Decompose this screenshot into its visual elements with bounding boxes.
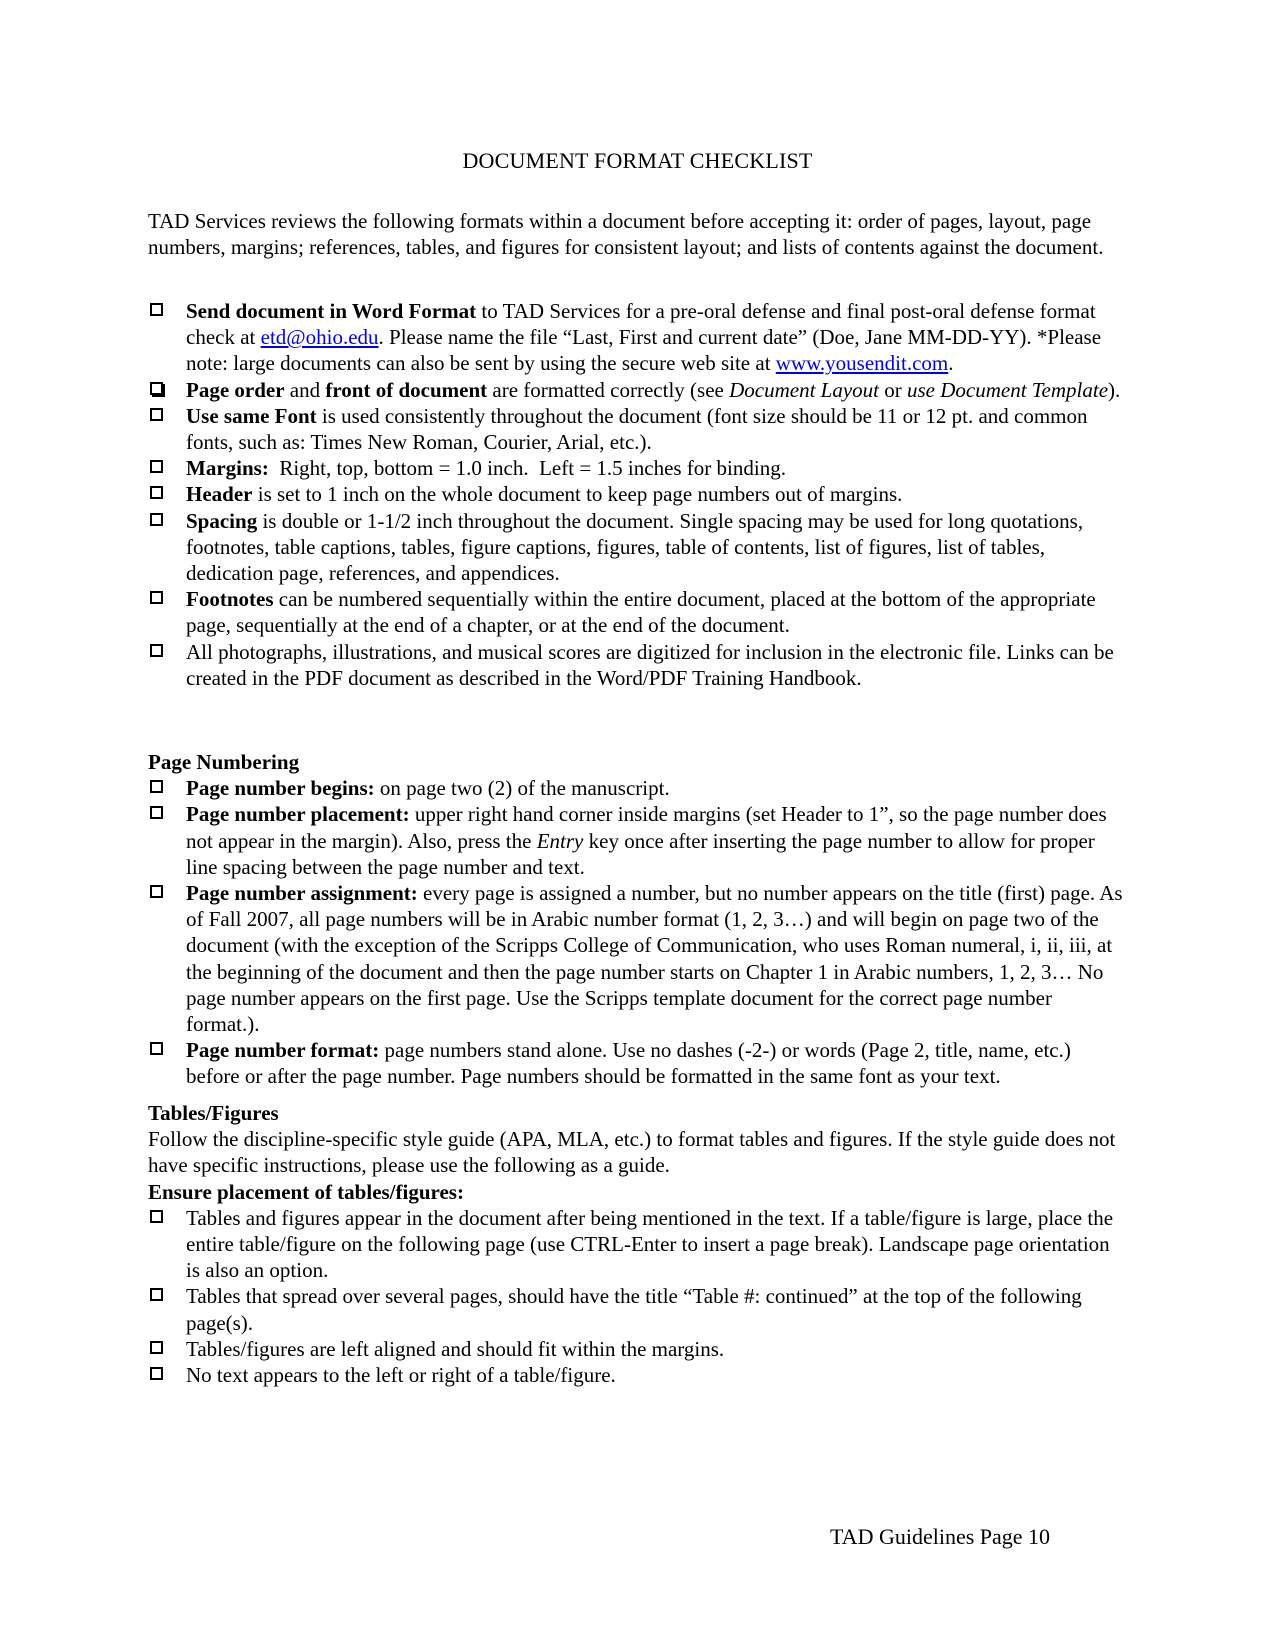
checkbox-icon[interactable] (150, 408, 163, 421)
section-heading: Page Numbering (148, 750, 300, 774)
section-intro: Follow the discipline-specific style guide (APA, MLA, etc.) to format tables and figures. If the style guide does not have specific instructions, please use the following as a guide. (148, 1127, 1116, 1178)
checklist-item: Margins: Right, top, bottom = 1.0 inch. Left = 1.5 inches for binding. (148, 455, 1128, 481)
page-footer: TAD Guidelines Page 10 (830, 1524, 1051, 1549)
tables-figures-section (148, 1100, 1128, 1388)
checklist-item: Spacing is double or 1-1/2 inch throughout the document. Single spacing may be used for long quotations, footnotes, table captions, tables, figure captions, figures, table of contents, list of figures, list of tables, dedication page, references, and appendices. (148, 508, 1128, 587)
checkbox-icon[interactable] (150, 1341, 163, 1354)
checklist-item: Tables/figures are left aligned and should fit within the margins. (148, 1336, 1128, 1362)
email-link[interactable]: etd@ohio.edu (260, 325, 379, 350)
checklist-item: Page number placement: upper right hand corner inside margins (set Header to 1”, so the page number does not appear in the margin). Also, press the Entry key once after inserting the page number to allow for proper line spacing between the page number and text. (148, 801, 1128, 880)
checklist-item: Footnotes can be numbered sequentially within the entire document, placed at the bottom of the appropriate page, sequentially at the end of a chapter, or at the end of the document. (148, 586, 1128, 638)
checkbox-icon[interactable] (150, 486, 163, 499)
checklist-item: Use same Font is used consistently throughout the document (font size should be 11 or 12 pt. and common fonts, such as: Times New Roman, Courier, Arial, etc.). (148, 403, 1128, 455)
checklist-item: Page number assignment: every page is assigned a number, but no number appears on the title (first) page. As of Fall 2007, all page numbers will be in Arabic number format (1, 2, 3…) and will begin on page two of the document (with the exception of the Scripps College of Communication, who uses Roman numeral, i, ii, iii, at the beginning of the document and then the page number starts on Chapter 1 in Arabic numbers, 1, 2, 3… No page number appears on the first page. Use the Scripps template document for the correct page number format.). (148, 880, 1128, 1037)
checkbox-icon[interactable] (150, 644, 163, 657)
checklist-item: No text appears to the left or right of a table/figure. (148, 1362, 1128, 1388)
checkbox-icon[interactable] (150, 513, 163, 526)
page-title: DOCUMENT FORMAT CHECKLIST (462, 148, 813, 173)
checkbox-icon[interactable] (150, 1367, 163, 1380)
checklist-item: Tables and figures appear in the document after being mentioned in the text. If a table/figure is large, place the entire table/figure on the following page (use CTRL-Enter to insert a page break). Landscape page orientation is also an option. (148, 1205, 1128, 1284)
page-numbering-section (148, 749, 1128, 1090)
checklist-item: Page order and front of document are formatted correctly (see Document Layout or use Document Template). (148, 377, 1128, 403)
checklist-item: All photographs, illustrations, and musical scores are digitized for inclusion in the electronic file. Links can be created in the PDF document as described in the Word/PDF Training Handbook. (148, 639, 1128, 691)
yousendit-link[interactable]: www.yousendit.com (775, 351, 949, 376)
checkbox-icon[interactable] (150, 460, 163, 473)
checkbox-icon[interactable] (150, 382, 163, 395)
checkbox-icon[interactable] (150, 885, 163, 898)
checkbox-icon[interactable] (150, 1042, 163, 1055)
checklist-item: Tables that spread over several pages, should have the title “Table #: continued” at the top of the following page(s). (148, 1283, 1128, 1335)
section-subheading: Ensure placement of tables/figures: (148, 1179, 464, 1204)
checkbox-icon[interactable] (150, 780, 163, 793)
checkbox-icon[interactable] (150, 1210, 163, 1223)
checkbox-icon[interactable] (150, 1288, 163, 1301)
checkbox-icon[interactable] (150, 806, 163, 819)
checklist-item: Header is set to 1 inch on the whole document to keep page numbers out of margins. (148, 481, 1128, 507)
checkbox-icon[interactable] (150, 303, 163, 316)
format-checklist (148, 298, 1128, 691)
section-heading: Tables/Figures (148, 1101, 279, 1125)
intro-paragraph: TAD Services reviews the following formats within a document before accepting it: order of pages, layout, page numbers, margins; references, tables, and figures for consistent layout; and lists of contents against the document. (148, 209, 1104, 260)
checklist-item: Page number format: page numbers stand alone. Use no dashes (-2-) or words (Page 2, title, name, etc.) before or after the page number. Page numbers should be formatted in the same font as your text. (148, 1037, 1128, 1089)
checkbox-icon[interactable] (150, 591, 163, 604)
checklist-item: Send document in Word Format to TAD Services for a pre-oral defense and final post-oral defense format check at etd@ohio.edu. Please name the file “Last, First and current date” (Doe, Jane MM-DD-YY). *Please note: large documents can also be sent by using the secure web site at www.yousendit.com. (148, 298, 1128, 377)
checklist-item: Page number begins: on page two (2) of the manuscript. (148, 775, 1128, 801)
